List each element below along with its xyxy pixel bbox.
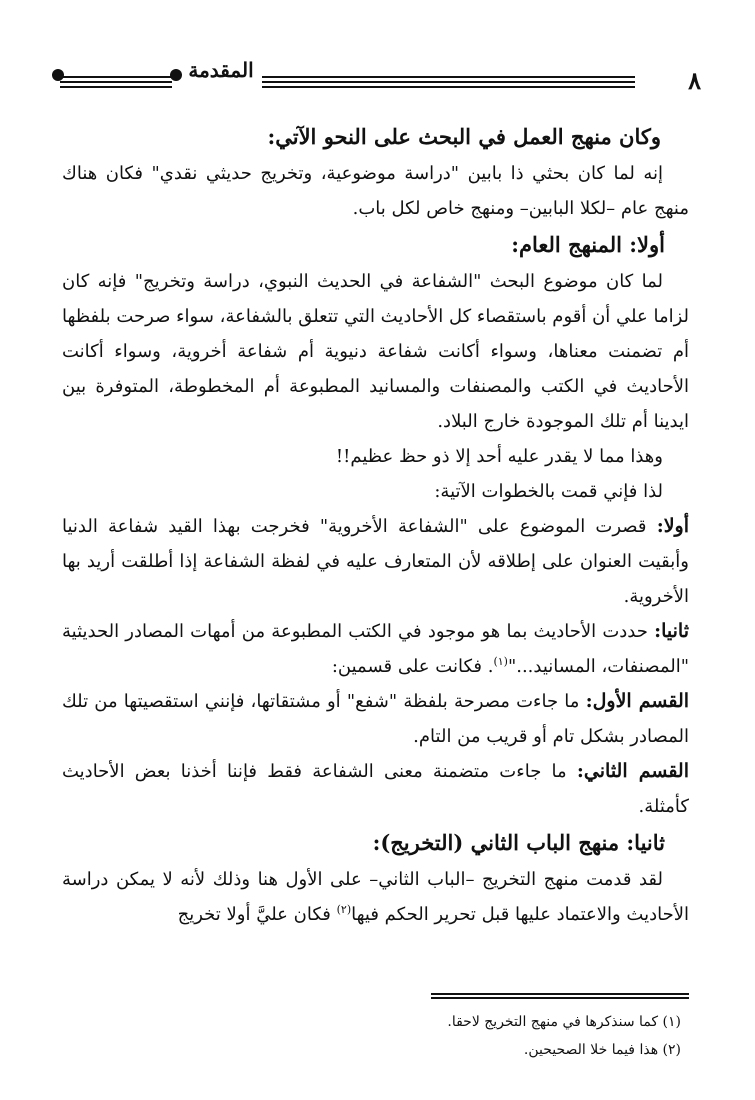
part-second bbox=[62, 754, 689, 824]
step-second-text: حددت الأحاديث بما هو موجود في الكتب المطبوعة من أمهات المصادر الحديثية "المصنفات، المسانيد..." bbox=[62, 621, 689, 677]
paragraph-steps: لذا فإني قمت بالخطوات الآتية: bbox=[434, 481, 663, 502]
heading-work-method: وكان منهج العمل في البحث على النحو الآتي: bbox=[267, 124, 661, 149]
footnotes bbox=[81, 1008, 681, 1064]
footnote-ref-1: (١) bbox=[493, 655, 508, 668]
footnote-1: (١) كما سنذكرها في منهج التخريج لاحقا. bbox=[447, 1014, 681, 1030]
step-first bbox=[62, 509, 689, 614]
heading-second-chapter-method: ثانيا: منهج الباب الثاني (التخريج): bbox=[372, 830, 665, 855]
header-rule-left bbox=[60, 76, 172, 90]
footnote-2: (٢) هذا فيما خلا الصحيحين. bbox=[523, 1042, 681, 1058]
step-second-label: ثانيا: bbox=[654, 620, 689, 642]
footnote-separator bbox=[431, 993, 689, 999]
step-second-tail: . فكانت على قسمين: bbox=[331, 656, 494, 677]
ornament-dot-middle bbox=[170, 69, 182, 81]
paragraph-second-tail: فكان عليَّ أولا تخريج bbox=[177, 904, 337, 925]
part-second-label: القسم الثاني: bbox=[576, 760, 689, 782]
paragraph-intro: إنه لما كان بحثي ذا بابين "دراسة موضوعية، وتخريج حديثي نقدي" فكان هناك منهج عام –لكلا البابين– ومنهج خاص لكل باب. bbox=[62, 163, 689, 219]
ornament-dot-left bbox=[52, 69, 64, 81]
paragraph-general: لما كان موضوع البحث "الشفاعة في الحديث النبوي، دراسة وتخريج" فإنه كان لزاما علي أن أقوم باستقصاء كل الأحاديث التي تتعلق بالشفاعة، سواء صرحت بلفظها أم تضمنت معناها، وسواء أكانت شفاعة دنيوية أم شفاعة أخروية، وسواء أكانت الأحاديث في الكتب والمصنفات والمسانيد المطبوعة أم المخطوطة، المتوفرة بين ايدينا أم تلك الموجودة خارج البلاد. bbox=[62, 271, 689, 432]
paragraph-exclaim: وهذا مما لا يقدر عليه أحد إلا ذو حظ عظيم!! bbox=[335, 446, 663, 467]
footnote-ref-2: (٢) bbox=[336, 903, 352, 916]
running-title: المقدمة bbox=[188, 58, 254, 82]
part-first-label: القسم الأول: bbox=[585, 690, 690, 712]
part-second-text: ما جاءت متضمنة معنى الشفاعة فقط فإننا أخذنا بعض الأحاديث كأمثلة. bbox=[62, 761, 689, 817]
step-second bbox=[62, 614, 689, 684]
paragraph-second-text: لقد قدمت منهج التخريج –الباب الثاني– على الأول هنا وذلك لأنه لا يمكن دراسة الأحاديث والاعتماد عليها قبل تحرير الحكم فيها bbox=[62, 869, 689, 925]
header-rule-right bbox=[262, 76, 635, 90]
part-first-text: ما جاءت مصرحة بلفظة "شفع" أو مشتقاتها، فإنني استقصيتها من تلك المصادر بشكل تام أو قريب من التام. bbox=[62, 691, 689, 747]
page-header bbox=[52, 58, 715, 98]
page-number: ٨ bbox=[688, 66, 701, 95]
paragraph-second bbox=[62, 862, 689, 932]
step-first-text: قصرت الموضوع على "الشفاعة الأخروية" فخرجت بهذا القيد شفاعة الدنيا وأبقيت العنوان على إطلاقه لأن المتعارف عليه في لفظة الشفاعة إذا أطلقت أريد بها الأخروية. bbox=[62, 516, 689, 607]
part-first bbox=[62, 684, 689, 754]
body-text bbox=[62, 118, 689, 932]
step-first-label: أولا: bbox=[656, 515, 689, 537]
heading-general-method: أولا: المنهج العام: bbox=[511, 232, 665, 257]
